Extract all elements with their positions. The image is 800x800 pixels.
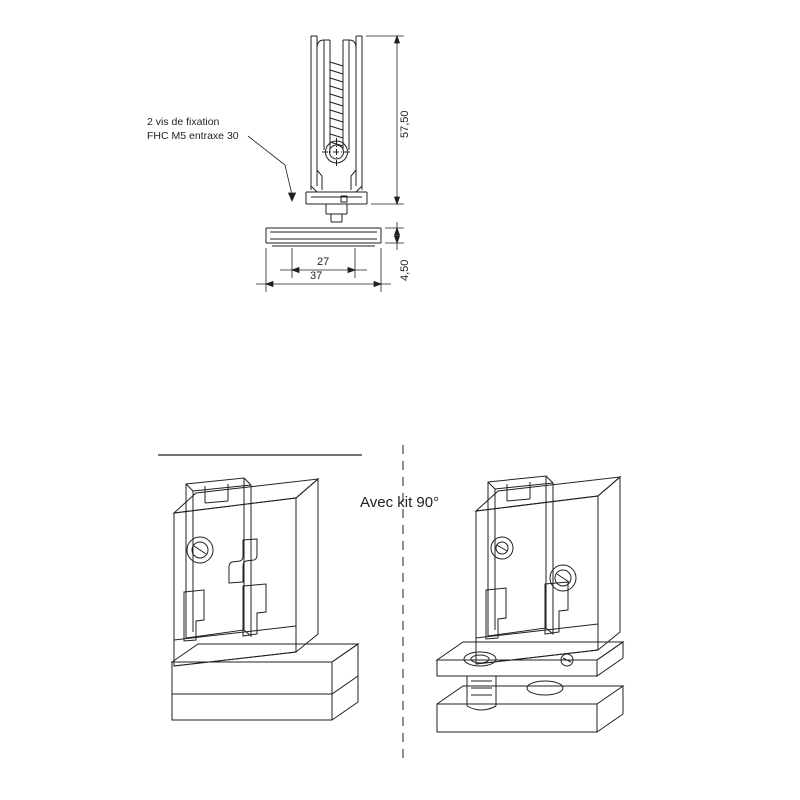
note-fixing-screws-line1: 2 vis de fixation xyxy=(147,116,220,128)
leader-line-fixing-screws xyxy=(248,136,296,201)
dimension-inner-width-label: 27 xyxy=(317,256,330,268)
dimension-plate-thickness-label: 4,50 xyxy=(399,259,411,281)
isometric-view-standard xyxy=(168,478,358,720)
kit-90-label: Avec kit 90° xyxy=(360,494,440,511)
isometric-view-90-kit xyxy=(437,476,623,732)
dimension-outer-width-label: 37 xyxy=(310,270,323,282)
dimension-height-label: 57,50 xyxy=(399,110,411,138)
top-elevation-view xyxy=(266,36,400,246)
note-fixing-screws-line2: FHC M5 entraxe 30 xyxy=(147,130,239,142)
